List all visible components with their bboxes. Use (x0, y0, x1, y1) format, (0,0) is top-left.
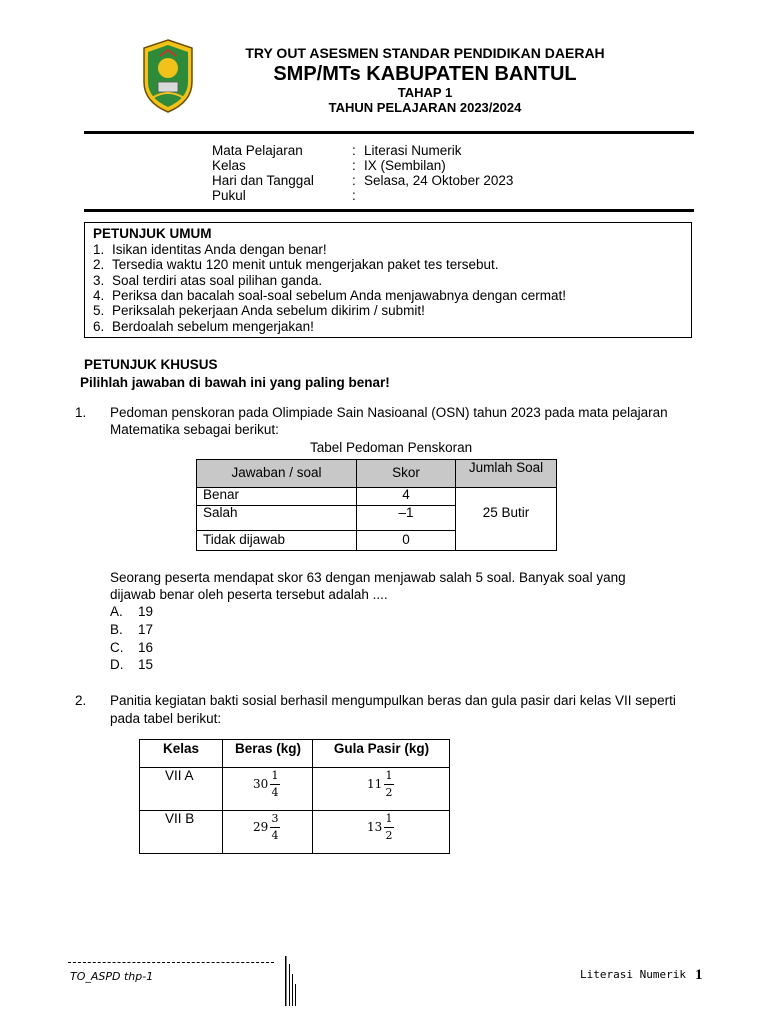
identity-label: Kelas (212, 158, 246, 173)
table-header-cell: Jawaban / soal (196, 459, 357, 488)
fraction-denominator: 2 (385, 786, 393, 799)
table-header-cell: Gula Pasir (kg) (333, 741, 430, 756)
fraction-denominator: 4 (271, 786, 279, 799)
footer-subject: Literasi Numerik (580, 968, 686, 981)
identity-label: Hari dan Tanggal (212, 173, 314, 188)
page-number: 1 (695, 967, 703, 983)
table-title: Tabel Pedoman Penskoran (310, 440, 473, 455)
instruction-number: 6. (93, 319, 105, 334)
table-cell: –1 (356, 505, 456, 531)
fraction-numerator: 1 (385, 769, 393, 782)
question-text: Matematika sebagai berikut: (110, 422, 279, 437)
collection-table (139, 739, 450, 854)
identity-colon: : (352, 158, 356, 173)
table-cell-kelas: VII A (165, 768, 194, 783)
fraction-bar (384, 784, 394, 785)
table-cell: Tidak dijawab (196, 530, 357, 551)
question-text: Pedoman penskoran pada Olimpiade Sain Nasioanal (OSN) tahun 2023 pada mata pelajaran (110, 405, 668, 420)
identity-colon: : (352, 173, 356, 188)
option-letter: A. (110, 604, 123, 619)
table-cell: 4 (356, 487, 456, 506)
fraction-denominator: 4 (271, 829, 279, 842)
option-text: 17 (138, 622, 154, 637)
fraction-whole: 11 (367, 777, 383, 791)
kabupaten-bantul-logo (140, 38, 196, 114)
question-text: pada tabel berikut: (110, 711, 222, 726)
fraction-numerator: 3 (271, 812, 279, 825)
identity-value: Literasi Numerik (364, 143, 462, 158)
fraction-bar (270, 784, 280, 785)
instruction-text: Periksa dan bacalah soal-soal sebelum Anda menjawabnya dengan cermat! (112, 288, 567, 303)
table-cell: 0 (356, 530, 456, 551)
footer-code: TO_ASPD thp-1 (70, 970, 154, 983)
question-number: 1. (75, 405, 87, 420)
table-cell: Benar (196, 487, 357, 506)
identity-label: Mata Pelajaran (212, 143, 303, 158)
mixed-fraction (253, 770, 285, 802)
question-text: Panitia kegiatan bakti sosial berhasil mengumpulkan beras dan gula pasir dari kelas VII seperti (110, 693, 676, 708)
fraction-bar (384, 827, 394, 828)
header-rule-top (84, 131, 694, 134)
identity-colon: : (352, 188, 356, 203)
fraction-whole: 30 (253, 777, 269, 791)
table-header-cell: Kelas (162, 741, 200, 756)
header-year: TAHUN PELAJARAN 2023/2024 (328, 100, 522, 115)
question-number: 2. (75, 693, 87, 708)
fraction-numerator: 1 (385, 812, 393, 825)
instruction-number: 4. (93, 288, 105, 303)
option-letter: D. (110, 657, 124, 672)
instruction-number: 1. (93, 242, 105, 257)
header-stage: TAHAP 1 (397, 85, 453, 100)
option-text: 16 (138, 640, 154, 655)
instruction-text: Periksalah pekerjaan Anda sebelum dikirim / submit! (112, 303, 425, 318)
table-header-cell: Jumlah Soal (455, 459, 557, 488)
header-title: SMP/MTs KABUPATEN BANTUL (273, 63, 577, 85)
petunjuk-khusus-text: Pilihlah jawaban di bawah ini yang paling benar! (80, 375, 390, 390)
identity-label: Pukul (212, 188, 246, 203)
option-letter: B. (110, 622, 123, 637)
fraction-whole: 13 (367, 820, 383, 834)
option-text: 19 (138, 604, 154, 619)
fraction-denominator: 2 (385, 829, 393, 842)
instruction-number: 5. (93, 303, 105, 318)
footer-dashed-rule (68, 962, 274, 963)
header-line-1: TRY OUT ASESMEN STANDAR PENDIDIKAN DAERAH (245, 45, 605, 61)
option-text: 15 (138, 657, 154, 672)
mixed-fraction (367, 770, 399, 802)
fraction-numerator: 1 (271, 769, 279, 782)
table-cell-kelas: VII B (165, 811, 195, 826)
instruction-number: 2. (93, 257, 105, 272)
instruction-number: 3. (93, 273, 105, 288)
scoring-table (196, 459, 557, 551)
instruction-text: Soal terdiri atas soal pilihan ganda. (112, 273, 323, 288)
question-stem: dijawab benar oleh peserta tersebut adalah .... (110, 587, 388, 602)
instruction-text: Isikan identitas Anda dengan benar! (112, 242, 327, 257)
identity-value: Selasa, 24 Oktober 2023 (364, 173, 514, 188)
question-stem: Seorang peserta mendapat skor 63 dengan menjawab salah 5 soal. Banyak soal yang (110, 570, 626, 585)
table-cell-jumlah: 25 Butir (455, 487, 557, 551)
petunjuk-khusus-title: PETUNJUK KHUSUS (84, 357, 218, 372)
identity-value: IX (Sembilan) (364, 158, 446, 173)
mixed-fraction (253, 813, 285, 845)
instruction-text: Berdoalah sebelum mengerjakan! (112, 319, 314, 334)
table-header-cell: Beras (kg) (234, 741, 302, 756)
fraction-bar (270, 827, 280, 828)
option-letter: C. (110, 640, 124, 655)
mixed-fraction (367, 813, 399, 845)
table-header-cell: Skor (356, 459, 456, 488)
header-rule-bottom (84, 209, 694, 212)
table-cell: Salah (196, 505, 357, 531)
petunjuk-umum-title: PETUNJUK UMUM (93, 226, 212, 241)
instruction-text: Tersedia waktu 120 menit untuk mengerjakan paket tes tersebut. (112, 257, 499, 272)
fraction-whole: 29 (253, 820, 269, 834)
footer-barcode-mark (284, 956, 298, 1006)
identity-colon: : (352, 143, 356, 158)
